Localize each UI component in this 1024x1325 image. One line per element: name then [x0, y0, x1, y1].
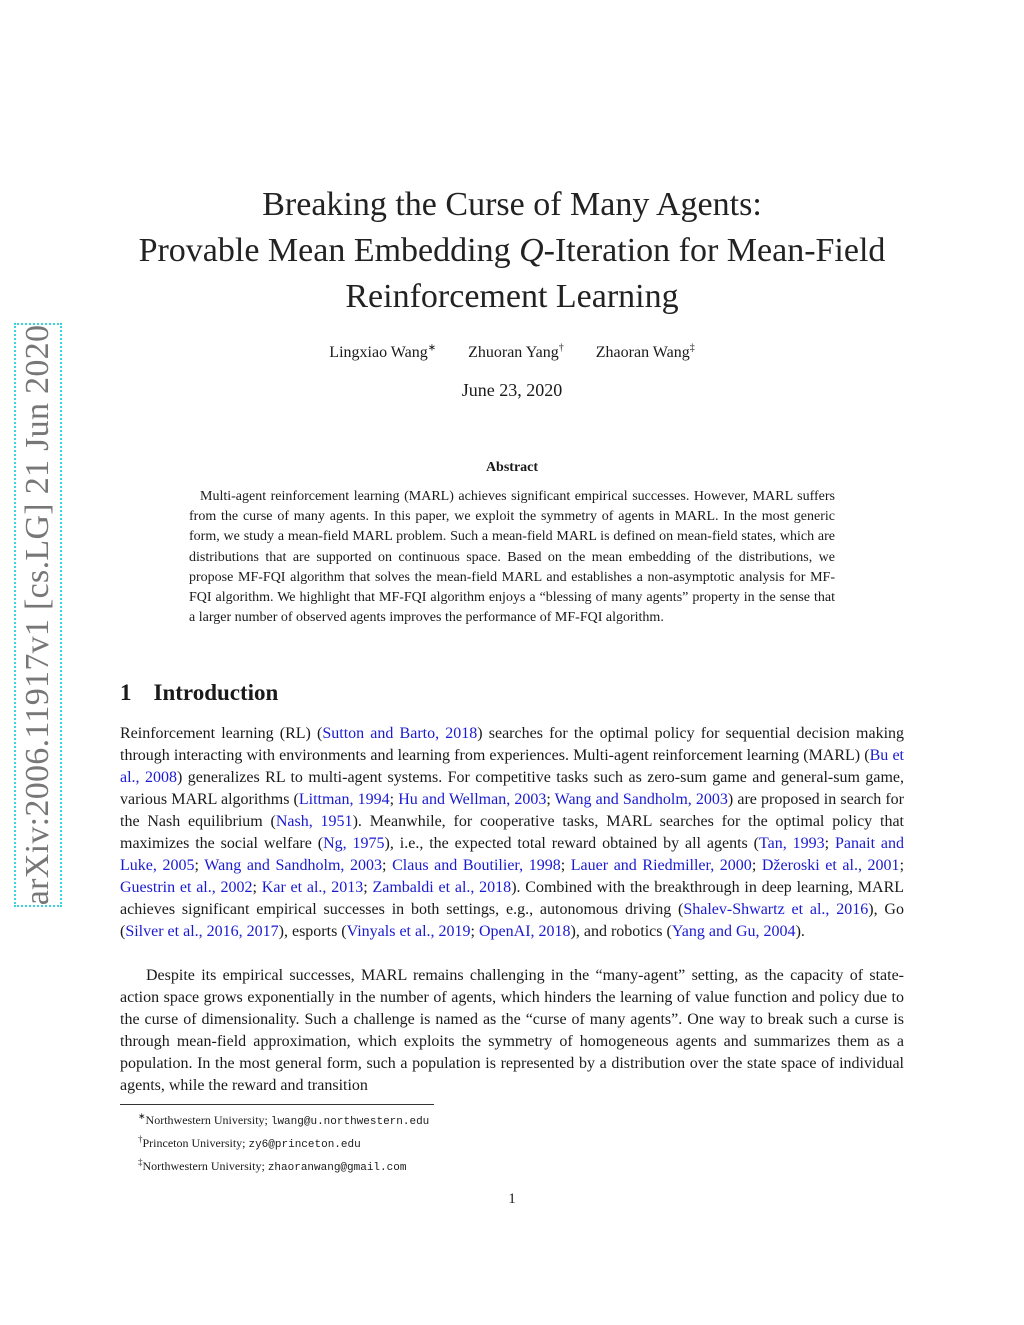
title-text: Provable Mean Embedding [138, 232, 520, 269]
citation-link[interactable]: Claus and Boutilier, 1998 [392, 857, 561, 874]
footnote [138, 1154, 429, 1177]
footnotes [138, 1108, 429, 1177]
paragraph-text: ), esports ( [278, 923, 347, 940]
arxiv-identifier: arXiv:2006.11917v1 [cs.LG] 21 Jun 2020 [19, 324, 56, 906]
paper-title-line-2 [0, 228, 1024, 274]
paper-title-line-1: Breaking the Curse of Many Agents: [262, 186, 762, 223]
author-mark: † [558, 343, 564, 354]
paragraph-text: ; [194, 857, 205, 874]
title-text: -Iteration for Mean-Field [543, 232, 886, 269]
footnote-email[interactable]: lwang@u.northwestern.edu [270, 1116, 430, 1128]
paragraph-text: ) searches for the optimal policy for sequential decision making through interacting with environments and learning from experiences. Multi-agent reinforcement learning (MARL) ( [120, 725, 905, 764]
author-mark: ∗ [427, 343, 437, 354]
paragraph-text: ; [389, 791, 399, 808]
citation-link[interactable]: Lauer and Riedmiller, 2000 [570, 857, 752, 874]
paragraph-text: ). Combined with the breakthrough in deep learning, MARL achieves significant empirical successes in both settings, e.g., autonomous driving ( [120, 879, 905, 918]
citation-link[interactable]: Guestrin et al., 2002 [120, 879, 253, 896]
publication-date: June 23, 2020 [461, 380, 563, 400]
paragraph-text: ) are proposed in search for the Nash equilibrium ( [120, 791, 905, 830]
paragraph-text: ; [824, 835, 836, 852]
footnote-mark: ∗ [138, 1111, 146, 1121]
citation-link[interactable]: Kar et al., 2013 [261, 879, 364, 896]
author-mark: ‡ [689, 343, 695, 354]
citation-link[interactable]: Sutton and Barto, 2018 [322, 725, 478, 742]
footnote-org: Northwestern University; [145, 1113, 271, 1127]
abstract-text: Multi-agent reinforcement learning (MARL) achieves significant empirical successes. However, MARL suffers from the curse of many agents. In this paper, we exploit the symmetry of agents in MARL. In the most generic form, we study a mean-field MARL problem. Such a mean-field MARL is defined on mean-field states, which are distributions that are supported on continuous space. Based on the mean embedding of the distributions, we propose MF-FQI algorithm that solves the mean-field MARL and establishes a non-asymptotic analysis for MF-FQI algorithm. We highlight that MF-FQI algorithm enjoys a “blessing of many agents” property in the sense that a larger number of observed agents improves the performance of MF-FQI algorithm. [189, 489, 835, 626]
citation-link[interactable]: Bu et al., 2008 [120, 747, 904, 786]
author-name: Zhaoran Wang [595, 344, 690, 362]
paragraph-text: ; [252, 879, 262, 896]
paragraph-text: ). [795, 923, 805, 940]
citation-link[interactable]: Panait and Luke, 2005 [120, 835, 905, 874]
paragraph-text: Reinforcement learning (RL) ( [120, 725, 323, 742]
citation-link[interactable]: Tan, 1993 [758, 835, 825, 852]
section-title: Introduction [153, 680, 279, 705]
citation-link[interactable]: Wang and Sandholm, 2003 [554, 791, 728, 808]
page-number: 1 [508, 1191, 516, 1207]
citation-link[interactable]: OpenAI, 2018 [478, 923, 571, 940]
citation-link[interactable]: Yang and Gu, 2004 [671, 923, 796, 940]
citation-link[interactable]: Zambaldi et al., 2018 [372, 879, 512, 896]
paragraph-text: ), i.e., the expected total reward obtained by all agents ( [384, 835, 759, 852]
section-number: 1 [120, 680, 132, 705]
citation-link[interactable]: Wang and Sandholm, 2003 [204, 857, 383, 874]
footnote [138, 1108, 429, 1131]
citation-link[interactable]: Hu and Wellman, 2003 [398, 791, 547, 808]
paragraph-text: ), and robotics ( [570, 923, 672, 940]
author [329, 344, 436, 361]
intro-paragraph-2: Despite its empirical successes, MARL remains challenging in the “many-agent” setting, as the capacity of state-action space grows exponentially in the number of agents, which hinders the learning of value function and policy due to the curse of dimensionality. Such a challenge is named as the “curse of many agents”. One way to break such a curse is through mean-field approximation, which exploits the symmetry of homogeneous agents and summarizes them as a population. In the most general form, such a population is represented by a distribution over the state space of individual agents, while the reward and transition [120, 967, 904, 1094]
citation-link[interactable]: Littman, 1994 [298, 791, 390, 808]
citation-link[interactable]: Vinyals et al., 2019 [346, 923, 471, 940]
paper-title-line-3: Reinforcement Learning [345, 278, 679, 315]
footnote [138, 1131, 429, 1154]
footnote-mark: ‡ [138, 1157, 143, 1167]
paragraph-text: ; [899, 857, 905, 874]
citation-link[interactable]: Džeroski et al., 2001 [761, 857, 900, 874]
citation-link[interactable]: Ng, 1975 [323, 835, 385, 852]
author-name: Zhuoran Yang [468, 344, 559, 362]
paragraph-text: ). Meanwhile, for cooperative tasks, MARL searches for the optimal policy that maximizes the social welfare ( [120, 813, 904, 852]
paragraph-text: ; [546, 791, 555, 808]
abstract-heading: Abstract [485, 460, 539, 475]
citation-link[interactable]: Nash, 1951 [275, 813, 353, 830]
paragraph-text: ; [560, 857, 571, 874]
section-heading [120, 680, 278, 706]
paragraph-text: ; [382, 857, 393, 874]
footnote-rule [120, 1104, 434, 1105]
paragraph-text: ), Go ( [120, 901, 904, 940]
author-list [0, 343, 1024, 362]
footnote-email[interactable]: zy6@princeton.edu [248, 1139, 361, 1151]
citation-link[interactable]: Silver et al., 2016, 2017 [125, 923, 279, 940]
paragraph-text: ; [751, 857, 762, 874]
paragraph-text: ) generalizes RL to multi-agent systems. For competitive tasks such as zero-sum game and general-sum game, various MARL algorithms ( [120, 769, 905, 808]
intro-paragraph-1 [120, 723, 904, 943]
footnote-mark: † [138, 1134, 143, 1144]
author [468, 344, 564, 361]
footnote-email[interactable]: zhaoranwang@gmail.com [267, 1162, 407, 1174]
footnote-org: Northwestern University; [142, 1159, 268, 1173]
citation-link[interactable]: Shalev-Shwartz et al., 2016 [683, 901, 869, 918]
paragraph-text: ; [470, 923, 479, 940]
title-q-symbol: Q [519, 232, 544, 269]
author [596, 344, 695, 361]
footnote-org: Princeton University; [142, 1136, 249, 1150]
paragraph-text: ; [363, 879, 373, 896]
author-name: Lingxiao Wang [329, 344, 428, 362]
